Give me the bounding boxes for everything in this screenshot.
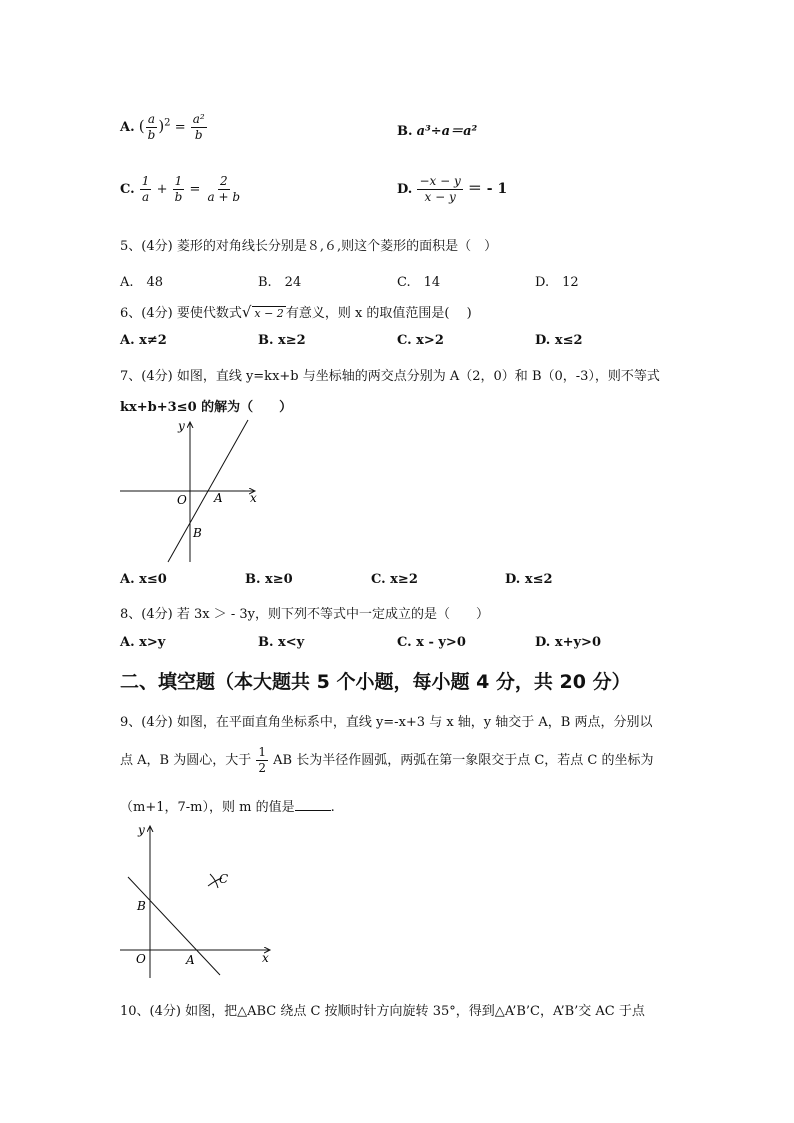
q6-option-d: D. x≤2 (535, 333, 583, 348)
origin-label: O (136, 952, 146, 966)
q6-option-c: C. x>2 (397, 333, 444, 348)
q10-stem: 10、(4分) 如图，把△ABC 绕点 C 按顺时针方向旋转 35°，得到△A’B’C，A’B’交 AC 于点 (120, 1004, 645, 1019)
q7-option-b: B. x≥0 (245, 572, 293, 587)
radicand: x − 2 (254, 307, 284, 320)
denominator: x − y (424, 190, 456, 204)
x-axis-label: x (262, 951, 269, 965)
q8-option-d: D. x+y>0 (535, 635, 601, 650)
stem-text: 6、(4分) 要使代数式 (120, 306, 242, 321)
section-heading: 二、填空题（本大题共 5 个小题，每小题 4 分，共 20 分） (120, 671, 631, 693)
denominator: b (147, 128, 156, 142)
q7-graph (110, 412, 270, 568)
q4-option-c (120, 174, 243, 205)
q5-option-b: B. 24 (258, 275, 302, 290)
denominator: a (142, 190, 150, 204)
stem-text: AB 长为半径作圆弧，两弧在第一象限交于点 C，若点 C 的坐标为 (273, 753, 654, 768)
q5-option-c: C. 14 (397, 275, 441, 290)
q9-line2 (120, 745, 654, 776)
stem-text: 有意义，则 x 的取值范围是( ) (285, 306, 472, 321)
numerator: 1 (258, 745, 266, 759)
x-axis-label: x (250, 491, 257, 505)
q7-stem-line1: 7、(4分) 如图，直线 y=kx+b 与坐标轴的两交点分别为 A（2，0）和 B（0，-3），则不等式 (120, 369, 660, 384)
q6-stem: 6、(4分) 要使代数式√ x − 2 有意义，则 x 的取值范围是( ) (120, 303, 472, 321)
q4-option-d (397, 174, 507, 205)
denominator: b (174, 190, 183, 204)
numerator: 1 (141, 174, 150, 188)
q4-option-b (397, 120, 477, 139)
q8-option-a: A. x>y (120, 635, 166, 650)
plus: + (156, 182, 168, 197)
point-a-label: A (186, 953, 195, 967)
numerator: −x − y (419, 174, 461, 188)
q6-option-b: B. x≥2 (258, 333, 306, 348)
fraction (191, 112, 207, 143)
q7-option-a: A. x≤0 (120, 572, 167, 587)
exponent: 2 (164, 117, 171, 129)
option-label: D. (397, 182, 413, 197)
q5-stem: 5、(4分) 菱形的对角线长分别是８,６,则这个菱形的面积是（ ） (120, 239, 498, 254)
point-a-label: A (214, 491, 223, 505)
fraction (206, 174, 243, 205)
q4-option-a: A. ( $\frac{a}{b}$ )$^2$ = $\frac{\text{a²}}{b}$ (120, 112, 205, 142)
q8-stem: 8、(4分) 若 3x ＞ - 3y，则下列不等式中一定成立的是（ ） (120, 607, 489, 622)
fraction (417, 174, 462, 205)
stem-text: . (330, 800, 335, 815)
equals: = (174, 120, 186, 135)
y-axis-label: y (138, 823, 145, 837)
fraction (140, 174, 152, 205)
q9-line1: 9、(4分) 如图，在平面直角坐标系中，直线 y=-x+3 与 x 轴，y 轴交于 A，B 两点，分别以 (120, 715, 653, 730)
q5-option-d: D. 12 (535, 275, 579, 290)
origin-label: O (177, 493, 187, 507)
equation-rhs: ＝ - 1 (467, 181, 508, 197)
stem-text: 点 A，B 为圆心，大于 (120, 753, 252, 768)
q7-stem-line2: kx+b+3≤0 的解为（ ） (120, 400, 293, 415)
denominator: 2 (258, 761, 266, 775)
fraction-half (256, 745, 268, 776)
numerator: 2 (219, 174, 228, 188)
answer-blank[interactable] (295, 798, 331, 811)
option-text: a³÷a＝a² (416, 124, 478, 139)
numerator: 1 (174, 174, 183, 188)
q7-option-c: C. x≥2 (371, 572, 418, 587)
equals: = (189, 182, 201, 197)
point-b-label: B (193, 526, 202, 540)
option-label: A. (120, 120, 135, 135)
point-b-label: B (137, 899, 146, 913)
numerator: a (147, 112, 156, 126)
q5-option-a: A. 48 (120, 275, 164, 290)
fraction (146, 112, 158, 143)
option-label: C. (120, 182, 135, 197)
option-label: B. (397, 124, 413, 139)
stem-text: （m+1，7-m），则 m 的值是 (120, 800, 295, 815)
numerator: a² (192, 112, 205, 126)
fraction (173, 174, 185, 205)
q9-graph (110, 820, 280, 980)
denominator: b (194, 128, 203, 142)
q9-line3 (120, 796, 335, 815)
q8-option-c: C. x - y>0 (397, 635, 466, 650)
y-axis-label: y (178, 419, 185, 433)
q8-option-b: B. x<y (258, 635, 305, 650)
q7-option-d: D. x≤2 (505, 572, 553, 587)
q6-option-a: A. x≠2 (120, 333, 167, 348)
denominator: a + b (207, 190, 241, 204)
arc-mark (210, 874, 218, 888)
point-c-label: C (219, 872, 229, 886)
